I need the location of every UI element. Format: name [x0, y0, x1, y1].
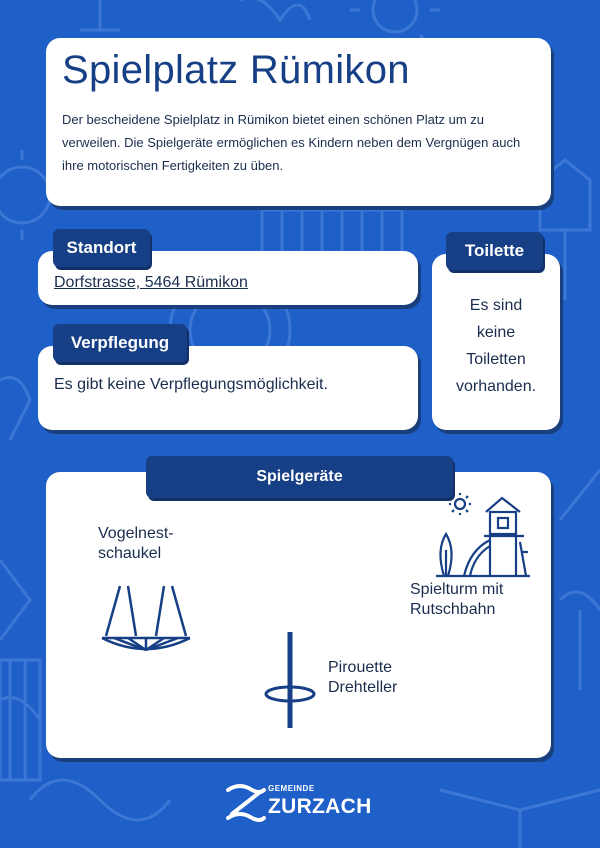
address-link[interactable]: Dorfstrasse, 5464 Rümikon: [54, 274, 248, 291]
play-tower-label-line: Spielturm mit: [410, 581, 504, 598]
footer-municipality-label: GEMEINDE: [268, 784, 315, 793]
verpflegung-text: Es gibt keine Verpflegungsmöglichkeit.: [54, 376, 328, 393]
spinning-plate-label: [328, 658, 448, 698]
spielgeraete-card: [46, 472, 551, 758]
nest-swing-label-line: schaukel: [98, 545, 162, 562]
standort-heading: Standort: [53, 229, 150, 267]
toilette-card: [432, 254, 560, 430]
play-tower-label: [410, 580, 540, 620]
toilette-heading: Toilette: [446, 232, 543, 270]
toilette-line: vorhanden.: [455, 378, 537, 395]
toilette-text: [436, 292, 556, 400]
verpflegung-heading: Verpflegung: [53, 324, 187, 362]
footer-municipality-name: ZURZACH: [268, 795, 372, 818]
toilette-line: keine: [476, 324, 516, 341]
nest-swing-label: [98, 524, 218, 564]
play-tower-label-line: Rutschbahn: [410, 601, 496, 618]
nest-swing-icon: [98, 584, 194, 656]
spinning-plate-label-line: Pirouette: [328, 659, 393, 676]
toilette-line: Es sind: [469, 297, 523, 314]
title-card: [46, 38, 551, 206]
nest-swing-label-line: Vogelnest-: [98, 525, 174, 542]
page-title: Spielplatz Rümikon: [62, 48, 410, 92]
toilette-line: Toiletten: [466, 351, 526, 368]
play-tower-slide-icon: [434, 490, 530, 582]
spinning-plate-icon: [262, 628, 318, 732]
intro-text: Der bescheidene Spielplatz in Rümikon bietet einen schönen Platz um zu verweilen. Die Spielgeräte ermöglichen es Kindern neben dem Vergnügen auch ihre motorischen Fertigkeiten zu üben.: [62, 112, 521, 173]
spinning-plate-label-line: Drehteller: [328, 679, 398, 696]
spielgeraete-heading: Spielgeräte: [146, 456, 453, 498]
